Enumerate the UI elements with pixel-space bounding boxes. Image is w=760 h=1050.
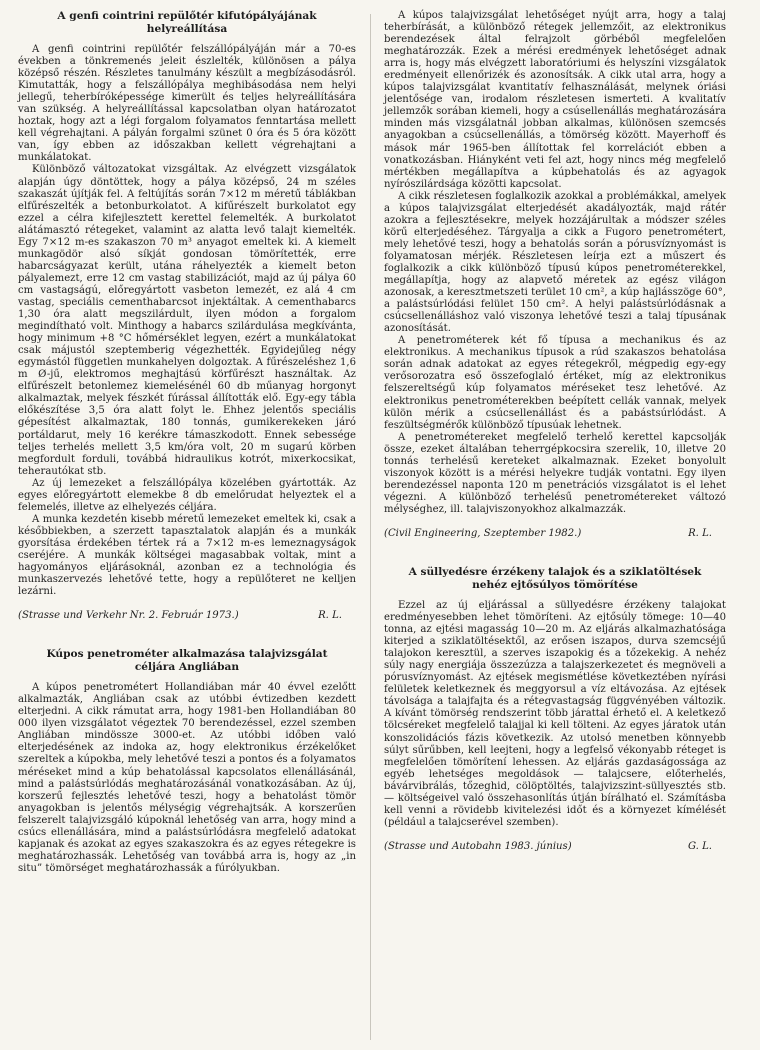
article-paragraph: A cikk részletesen foglalkozik azokkal a problémákkal, amelyek a kúpos talajvizsgálat elterjedését akadályozták, majd rátér azokra a fejlesztésekre, melyek hozzájárultak a módszer széles körű elterjedéséhez. Tárgyalja a cikk a Fugoro penetrométert, mely lehetővé teszi, hogy a behatolás során a pórusvíznyomást is folyamatosan mérjék. Részletesen leírja ezt a műszert és foglalkozik a cikk különböző típusú kúpos penetrométerekkel, megállapítja, hogy az alapvető méretek az egész világon azonosak, a keresztmetszeti terület 10 cm², a kúp hajlásszöge 60°, a palástsúrlódási felület 150 cm². A helyi palástsúrlódásnak a csúcsellenálláshoz való viszonya lehetővé teszi a talaj típusának azonosítását. — [384, 190, 726, 335]
article-title: A genfi cointrini repülőtér kifutópályájának helyreállítása — [57, 10, 317, 35]
article-author: R. L. — [318, 610, 342, 622]
column-divider — [370, 14, 371, 1040]
article-title: A süllyedésre érzékeny talajok és a sziklatöltések nehéz ejtősúlyos tömörítése — [408, 566, 702, 592]
article-footer — [18, 610, 356, 622]
article-separator — [384, 540, 726, 566]
article-paragraph: Az új lemezeket a felszállópálya közelében gyártották. Az egyes előregyártott elemekbe 8 db emelőrudat helyeztek el a felemelés, illetve az elhelyezés céljára. — [18, 477, 356, 513]
article-paragraph: A penetrométerek két fő típusa a mechanikus és az elektronikus. A mechanikus típusok a rúd szakaszos behatolása során adnak adatokat az egyes rétegekről, mégpedig egy-egy verősorozatra eső összefoglaló értéket, míg az elektronikus felszereltségű kúp folyamatos méréseket tesz lehetővé. Az elektronikus penetrométerekben beépített cellák vannak, melyek külön mérik a csúcsellenállást és a pabástsúrlódást. A feszültségmérők különböző típusúak lehetnek. — [384, 335, 726, 431]
article-source: (Civil Engineering, Szeptember 1982.) — [384, 527, 582, 539]
article-source: (Strasse und Verkehr Nr. 2. Február 1973.) — [18, 610, 239, 622]
article-paragraph: A kúpos talajvizsgálat lehetőséget nyújt arra, hogy a talaj teherbírását, a különböző rétegek jellemzőit, az elektronikus berendezések által felrajzolt görbéből megfelelően meghatározzák. Ezek a mérési eredmények lehetőséget adnak arra is, hogy más elvégzett laboratóriumi és helyszíni vizsgálatok eredményeit ellenőrizék és azonosítsák. A cikk utal arra, hogy a kúpos talajvizsgálat kvantitatív felhasználását, melynek óriási jelentősége van, irodalom részletesen ismerteti. A kvalitatív jellemzők sorában kiemeli, hogy a csúsellenállás meghatározására minden más vizsgálatnál jobban alkalmas, különösen szemcsés anyagokban a csúcsellenállás, a tömörség között. Mayerhoff és mások már 1965-ben állítottak fel korrelációt ebben a vonatkozásban. Hiányként veti fel azt, hogy nincs még megfelelő mértékben megállapítva a kúpbehatolás és az agyagok nyírószilárdsága közötti kapcsolat. — [384, 10, 726, 190]
article-heavy-tamping — [384, 566, 726, 853]
article-paragraph: Ezzel az új eljárással a süllyedésre érzékeny talajokat eredményesebben lehet tömöríteni. Az ejtősúly tömege: 10—40 tonna, az ejtési magasság 10—20 m. Az eljárás alkalmazhatósága kiterjed a sziklatöltésektől, az erősen iszapos, durva szemcséjű talajokon keresztül, a szerves iszapokig és a tőzekekig. A nehéz súly nagy energiája összezúzza a talajszerkezetet és megnöveli a pórusvíznyomást. Az ejtések megismétlése következtében nyírási felületek keletkeznek és meggyorsul a víz eltávozása. Az ejtések távolsága a talajfajta és a rétegvastagság függvényében változik. A kívánt tömörség rendszerint több járattal érhető el. A keletkező tölcséreket megfelelő talajjal ki kell tölteni. Az egyes járatok után konszolidációs fázis következik. Az utolsó menetben könnyebb súlyt sűrűbben, kell leejteni, hogy a legfelső vékonyabb réteget is megfelelően tömörítení lehessen. Az eljárás gazdaságossága az egyéb lehetséges megoldások — talajcsere, előterhelés, bávárvibrálás, tőzeghid, cölöptöltés, talajvizszint-süllyesztés stb. — költségeivel való összehasonlítás útján bírálható el. Számításba kell venni a rövidebb kivitelezési időt és a környezet kímélését (például a talajcserével szemben). — [384, 600, 726, 828]
left-column — [18, 10, 356, 875]
article-paragraph: Különböző változatokat vizsgáltak. Az elvégzett vizsgálatok alapján úgy döntöttek, hogy a pálya középső, 24 m széles szakaszát újítják fel. A feltújítás során 7×12 m méretű táblákban elfűrészelték a betonburkolatot. A kifűrészelt burkolatot egy ezzel a célra kifejlesztett kerettel felemelték. A burkolatot alátámasztó rétegeket, valamint az alatta levő talajt kiemelték. Egy 7×12 m-es szakaszon 70 m³ anyagot emeltek ki. A kiemelt munkagödör alsó síkját gondosan tömörítették, erre habarcságyazat került, utána ráhelyezték a kiemelt beton pályalemezt, erre 12 cm vastag stabilizációt, majd az új pálya 60 cm vastagságú, előregyártott vasbeton lemezét, ez alá 4 cm vastag, speciális cementhabarcsot injektáltak. A cementhabarcs 1,30 óra alatt megszilárdult, ilyen módon a forgalom megindítható volt. Minthogy a habarcs szilárdulása megkívánta, hogy minimum +8 °C hőmérséklet legyen, ezért a munkálatokat csak májustól szeptemberig végezhették. Egyidejűleg négy egymástól független munkahelyen dolgoztak. A fűrészeléshez 1,6 m Ø-jű, elektromos meghajtású körfűrészt használtak. Az elfűrészelt betonlemez kiemelésénél 60 db műanyag horgonyt alkalmaztak, melyek fészkét fúrással állították elő. Egy-egy tábla előkészítése 3,5 óra alatt folyt le. Ehhez jelentős speciális gépesítést alkalmaztak, 180 tonnás, gumikerekeken járó portáldarut, mely 16 kerékre támaszkodott. Ennek sebessége teljes terhelés mellett 3,5 km/óra volt, 20 m sugarú körben megfordult forduli, továbbá hidraulikus kotrót, mixerkocsikat, teherautókat stb. — [18, 164, 356, 477]
article-author: G. L. — [687, 840, 712, 852]
article-footer — [384, 841, 726, 853]
article-paragraph: A genfi cointrini repülőtér felszállópályáján már a 70-es években a tönkremenés jeleit észlelték, különösen a pálya középső részén. Részletes tanulmány készült a megbízásodásról. Kimutatták, hogy a felszállópálya meghibásodása nem helyi jellegű, teherbíróképessége kimerült és teljes helyreállítására van szükség. A helyreállítással kapcsolatban olyan határozatot hoztak, hogy azt a légi forgalom folyamatos fenntartása mellett kell végrehajtani. A pályán forgalmi szünet 0 óra és 5 óra között van, így ebben az időszakban kellett végrehajtani a munkálatokat. — [18, 44, 356, 164]
article-author: R. L. — [688, 527, 712, 539]
article-footer — [384, 528, 726, 540]
article-cone-penetrometer-continued — [384, 10, 726, 540]
article-source: (Strasse und Autobahn 1983. június) — [384, 840, 572, 852]
article-paragraph: A penetrométereket megfelelő terhelő kerettel kapcsolják össze, ezeket általában teherrgépkocsira szerelik, 10, illetve 20 tonnás terhelésű kereteket alkalmaznak. Ezeket bonyolult viszonyok között is a mérési helyekre tudják vontatni. Egy ilyen berendezéssel naponta 120 m penetrációs vizsgálatot is el lehet végezni. A különböző terhelésű penetrométereket változó mélységhez, ill. talajviszonyokhoz alkalmazzák. — [384, 431, 726, 515]
article-genf-runway — [18, 10, 356, 622]
article-title: Kúpos penetrométer alkalmazása talajvizsgálat céljára Angliában — [46, 648, 328, 674]
right-column — [384, 10, 726, 853]
article-paragraph: A kúpos penetrométert Hollandiában már 40 évvel ezelőtt alkalmazták, Angliában csak az utóbbi évtizedben kezdett elterjedni. A cikk rámutat arra, hogy 1981-ben Hollandiában 80 000 ilyen vizsgálatot végeztek 70 berendezéssel, ezzel szemben Angliában mindössze 3000-et. Az utóbbi időben való elterjedésének az indoka az, hogy elektronikus érzékelőket szereltek a kúpokba, mely lehetővé teszi a pontos és a folyamatos méréseket mind a kúp behatolással kapcsolatos ellenállásánál, mind a palástsúrlódás meghatározásánál vonatkozásában. Az új, korszerű fejlesztés lehetővé teszi, hogy a behatolást tömör anyagokban is jelentős mélységig végrehajtsák. A korszerűen felszerelt talajvizsgáló kúpoknál lehetőség van arra, hogy mind a csúcs ellenállására, mind a palástsúrlódásra megfelelő adatokat kapjanak és azokat az egyes szakaszokra és az egyes rétegekre is meghatározhassák. Lehetőség van továbbá arra is, hogy az „in situ” tömörséget meghatározhassák a fúrólyukban. — [18, 682, 356, 874]
article-paragraph: A munka kezdetén kisebb méretű lemezeket emeltek ki, csak a későbbiekben, a szerzett tapasztalatok alapján és a munkák gyorsítása érdekében tértek rá a 7×12 m-es lemeznagyságok cseréjére. A munkák költségei magasabbak voltak, mint a hagyományos eljárásoknál, azonban ez a technológia és munkaszervezés lehetővé tette, hogy a repülőteret ne kelljen lezárni. — [18, 513, 356, 598]
article-separator — [18, 622, 356, 648]
article-cone-penetrometer — [18, 648, 356, 875]
